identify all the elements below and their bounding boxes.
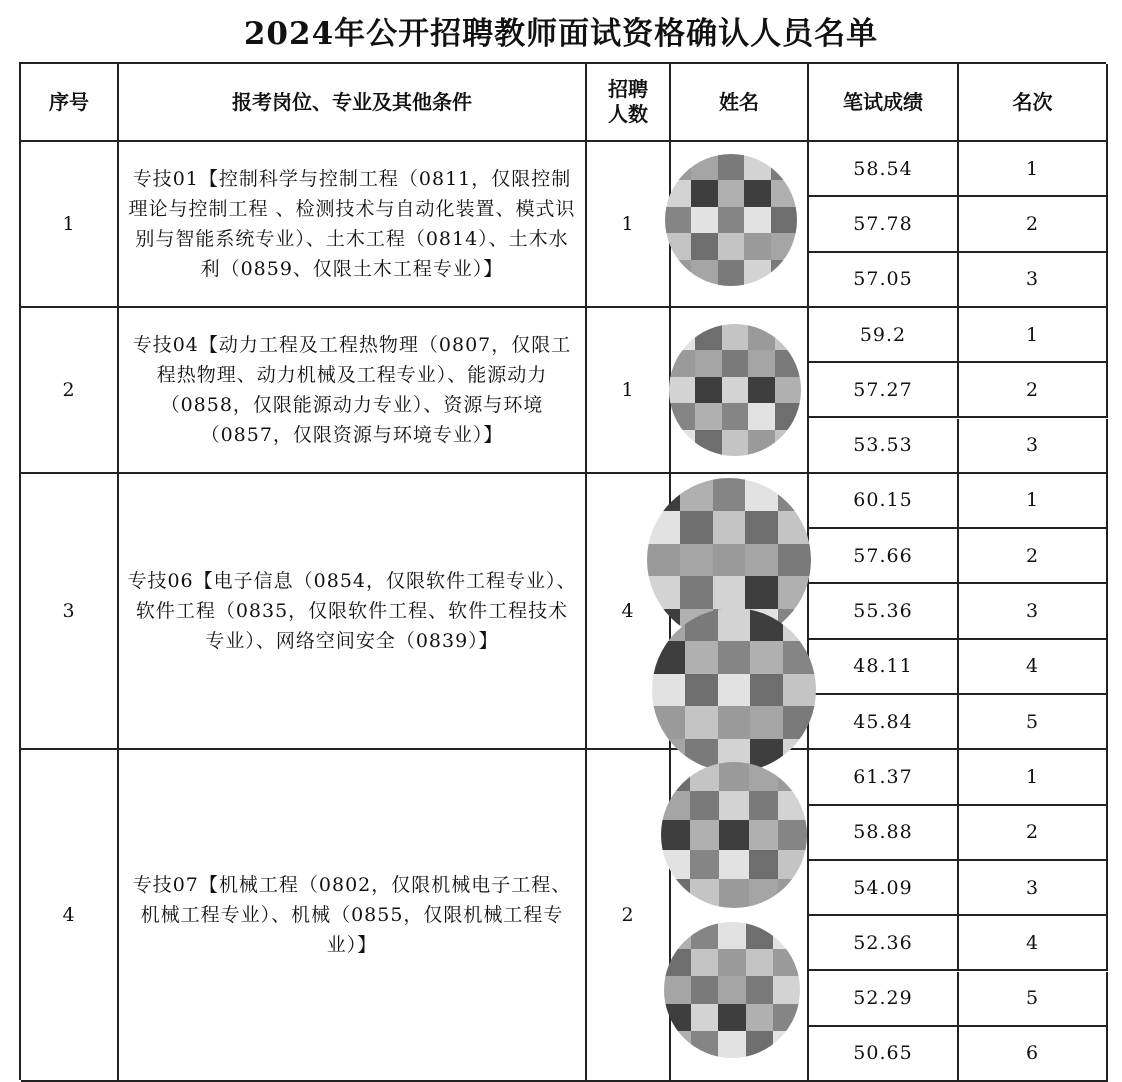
written-score: 61.37	[809, 750, 959, 805]
group-seq: 4	[21, 750, 119, 1082]
name-privacy-mosaic	[664, 922, 800, 1058]
rank: 2	[959, 529, 1108, 584]
written-score: 58.54	[809, 142, 959, 197]
header-seq: 序号	[21, 64, 119, 142]
position-conditions: 专技07【机械工程（0802，仅限机械电子工程、机械工程专业）、机械（0855，仅限机械工程专业）】	[119, 750, 587, 1082]
rank: 3	[959, 584, 1108, 639]
written-score: 54.09	[809, 861, 959, 916]
written-score: 58.88	[809, 806, 959, 861]
candidate-table	[19, 62, 1106, 1080]
written-score: 57.27	[809, 363, 959, 418]
group-seq: 3	[21, 474, 119, 751]
header-score: 笔试成绩	[809, 64, 959, 142]
header-rank: 名次	[959, 64, 1108, 142]
rank: 5	[959, 695, 1108, 750]
page-title: 2024年公开招聘教师面试资格确认人员名单	[243, 16, 879, 52]
position-conditions: 专技06【电子信息（0854，仅限软件工程专业）、软件工程（0835，仅限软件工程、软件工程技术专业）、网络空间安全（0839）】	[119, 474, 587, 751]
written-score: 45.84	[809, 695, 959, 750]
recruit-quota: 1	[587, 308, 671, 474]
rank: 1	[959, 474, 1108, 529]
recruit-quota: 2	[587, 750, 671, 1082]
rank: 3	[959, 861, 1108, 916]
group-seq: 1	[21, 142, 119, 308]
rank: 2	[959, 197, 1108, 252]
rank: 2	[959, 806, 1108, 861]
written-score: 57.66	[809, 529, 959, 584]
rank: 3	[959, 419, 1108, 474]
rank: 1	[959, 750, 1108, 805]
written-score: 53.53	[809, 419, 959, 474]
recruit-quota: 4	[587, 474, 671, 751]
rank: 1	[959, 142, 1108, 197]
rank: 4	[959, 640, 1108, 695]
written-score: 57.05	[809, 253, 959, 308]
written-score: 55.36	[809, 584, 959, 639]
header-position: 报考岗位、专业及其他条件	[119, 64, 587, 142]
rank: 5	[959, 972, 1108, 1027]
recruit-quota: 1	[587, 142, 671, 308]
name-privacy-mosaic	[665, 154, 797, 286]
name-privacy-mosaic	[669, 324, 801, 456]
rank: 6	[959, 1027, 1108, 1082]
written-score: 59.2	[809, 308, 959, 363]
written-score: 52.36	[809, 916, 959, 971]
written-score: 57.78	[809, 197, 959, 252]
position-conditions: 专技04【动力工程及工程热物理（0807，仅限工程热物理、动力机械及工程专业）、能源动力（0858，仅限能源动力专业）、资源与环境（0857，仅限资源与环境专业）】	[119, 308, 587, 474]
name-privacy-mosaic	[661, 762, 807, 908]
header-quota: 招聘人数	[587, 64, 671, 142]
rank: 4	[959, 916, 1108, 971]
header-name: 姓名	[671, 64, 809, 142]
written-score: 48.11	[809, 640, 959, 695]
written-score: 60.15	[809, 474, 959, 529]
name-privacy-mosaic	[652, 608, 816, 772]
written-score: 50.65	[809, 1027, 959, 1082]
rank: 3	[959, 253, 1108, 308]
position-conditions: 专技01【控制科学与控制工程（0811，仅限控制理论与控制工程 、检测技术与自动化装置、模式识别与智能系统专业）、土木工程（0814）、土木水利（0859、仅限土木工程专业）】	[119, 142, 587, 308]
rank: 2	[959, 363, 1108, 418]
rank: 1	[959, 308, 1108, 363]
group-seq: 2	[21, 308, 119, 474]
written-score: 52.29	[809, 972, 959, 1027]
